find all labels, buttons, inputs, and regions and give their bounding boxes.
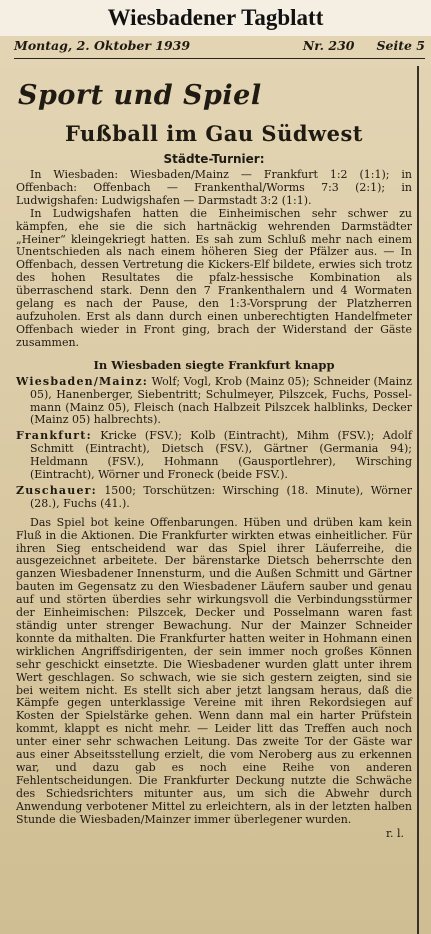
- lineup-wiesbaden-label: Wiesbaden/Mainz:: [16, 374, 149, 388]
- page-number: Seite 5: [376, 38, 425, 53]
- issue-number: Nr. 230: [302, 38, 355, 53]
- lineup-frankfurt-label: Frankfurt:: [16, 429, 92, 443]
- match-subhead: In Wiesbaden siegte Frankfurt knapp: [93, 357, 335, 372]
- lineup-wiesbaden: [16, 376, 412, 428]
- lineup-wiesbaden-text: Wolf; Vogl, Krob (Mainz 05); Schneider (Mainz 05), Hanenberger, Siebentritt; Schulmeyer, Pilszcek, Fuchs, Posselmann (Mainz 05), Fleisch (nach Halbzeit Pilszcek halblinks, Decker (Mainz 05) halbrechts).: [30, 374, 412, 427]
- dateline: [14, 38, 425, 59]
- report-paragraph-2: Das Spiel bot keine Offenbarungen. Hüben und drüben kam kein Fluß in die Aktionen. Die Frankfurter wirkten etwas einheitlicher. Für ihren Sieg entscheidend war das Spiel ihrer Läuferreihe, die ausgezeichnet arbeitete. Der bärenstarke Dietsch beherrschte den ganzen Wiesbadener Innensturm, und die Außen Schmitt und Gärtner bauten im Gegensatz zu den Wiesbadener Läufern sauber und genau auf und störten überdies sehr wirkungsvoll die Verbindungsstürmer der Einheimischen: Pilszcek, Decker und Posselmann waren fast ständig unter strenger Bewachung. Nur der Mainzer Schneider konnte da mithalten. Die Frankfurter hatten weiter in Hohmann einen wirklichen Angriffsdirigenten, der sein immer noch großes Können sehr geschickt einsetzte. Die Wiesbadener wurden glatt unter ihrem Wert geschlagen. So schwach, wie sie sich gestern zeigten, sind sie bei weitem nicht. Es stellt sich aber jetzt langsam heraus, daß die Kämpfe gegen unterklassige Vereine mit ihren Rekordsiegen auf Kosten der Spielstärke gehen. Wenn dann mal ein harter Prüfstein kommt, klappt es nicht mehr. — Leider litt das Treffen auch noch unter einer sehr schwachen Leitung. Das zweite Tor der Gäste war aus einer Abseitsstellung erzielt, die vom Neroberg aus zu erkennen war, und dazu gab es noch eine Reihe von anderen Fehlentscheidungen. Die Frankfurter Deckung nutzte die Schwäche des Schiedsrichters mitunter aus, um sich die Abwehr durch Anwendung verbotener Mittel zu erleichtern, als in der letzten halben Stunde die Wiesbaden/Mainzer immer überlegener wurden.: [16, 515, 412, 826]
- section-title: Sport und Spiel: [18, 80, 262, 111]
- report-paragraph-1: In Ludwigshafen hatten die Einheimischen sehr schwer zu kämpfen, ehe sie die sich hartnäckig wehrenden Darmstädter „Heiner“ kleingekriegt hatten. Es sah zum Schluß mehr nach einem Unentschieden als nach einem höheren Sieg der Pfälzer aus. — In Offenbach, dessen Vertretung die Kickers-Elf bildete, erwies sich trotz des hohen Resultates die pfalz-hessische Kombination als überraschend stark. Denn den 7 Frankenthalern und 4 Wormaten gelang es nach der Pause, den 1:3-Vorsprung der Platzherren aufzuholen. Erst als dann durch einen unberechtigten Handelfmeter Offenbach wieder in Front ging, brach der Widerstand der Gäste zusammen.: [16, 206, 412, 349]
- column-rule: [417, 66, 419, 934]
- crowd-line: [16, 485, 412, 511]
- results-paragraph: In Wiesbaden: Wiesbaden/Mainz — Frankfurt 1:2 (1:1); in Offenbach: Offenbach — Frankenthal/Worms 7:3 (2:1); in Ludwigshafen: Ludwigshafen — Darmstadt 3:2 (1:1).: [16, 168, 412, 207]
- issue-date: Montag, 2. Oktober 1939: [14, 38, 191, 53]
- crowd-label: Zuschauer:: [16, 483, 97, 497]
- author-signature: r. l.: [385, 826, 404, 840]
- article-subhead: Städte-Turnier:: [163, 152, 265, 166]
- lineup-frankfurt: [16, 430, 412, 482]
- lineup-frankfurt-text: Kricke (FSV.); Kolb (Eintracht), Mihm (FSV.); Adolf Schmitt (Eintracht), Dietsch (FSV.), Gärtner (Germania 94); Heldmann (FSV.), Hohmann (Gausportlehrer), Wirsching (Eintracht), Wörner und Froneck (beide FSV.).: [30, 429, 412, 482]
- masthead: Wiesbadener Tagblatt: [0, 0, 431, 36]
- crowd-text: 1500; Torschützen: Wirsching (18. Minute), Wörner (28.), Fuchs (41.).: [30, 483, 412, 510]
- issue-meta: [303, 38, 425, 56]
- article-headline: Fußball im Gau Südwest: [64, 121, 364, 146]
- article-column: [16, 66, 412, 840]
